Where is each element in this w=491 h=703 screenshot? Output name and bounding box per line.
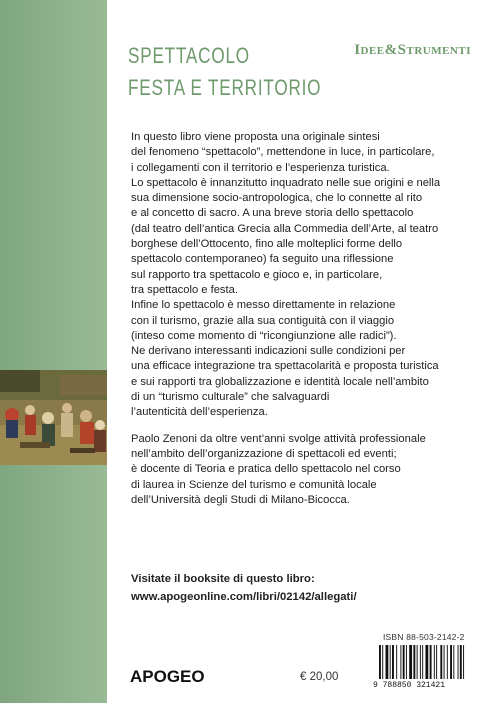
barcode-bar [447, 645, 448, 679]
barcode-bar [463, 645, 464, 679]
barcode-bar [450, 645, 452, 679]
barcode-bar [420, 645, 421, 679]
title-line-1: SPETTACOLO [128, 43, 250, 68]
barcode-bar [436, 645, 437, 679]
paragraph-1 [131, 130, 476, 421]
barcode-bar [403, 645, 405, 679]
barcode-image [371, 645, 475, 689]
barcode-bar [379, 645, 381, 679]
text-line: tra spettacolo e festa. [131, 283, 238, 296]
text-line: In questo libro viene proposta una originale sintesi [131, 131, 380, 143]
barcode-bar [413, 645, 415, 679]
title-line-2: FESTA E TERRITORIO [128, 75, 322, 100]
text-line: sua dimensione socio-antropologica, che lo connette al rito [131, 192, 423, 205]
publisher-logo: APOGEO [130, 667, 205, 686]
text-line: i collegamenti con il territorio e l’esperienza turistica. [131, 161, 390, 174]
back-cover-text [131, 130, 476, 508]
text-line: di un “turismo culturale” che salvaguardi [131, 391, 330, 404]
text-line: e al concetto di sacro. A una breve storia dello spettacolo [131, 207, 414, 220]
text-line: spettacolo contemporaneo) fa seguito una riflessione [131, 253, 394, 266]
barcode-bar [422, 645, 423, 679]
text-line: nell’ambito dell’organizzazione di spettacoli ed eventi; [131, 447, 397, 460]
text-line: con il turismo, grazie alla sua contiguità con il viaggio [131, 314, 395, 327]
barcode-bar [409, 645, 412, 679]
text-line: borghese dell’Ottocento, fino alle molteplici forme dello [131, 238, 403, 251]
text-line: del fenomeno “spettacolo”, mettendone in luce, in particolare, [131, 146, 435, 159]
text-line: e sui rapporti tra globalizzazione e identità locale nell’ambito [131, 375, 429, 388]
barcode-bar [386, 645, 389, 679]
text-line: Infine lo spettacolo è messo direttamente in relazione [131, 299, 396, 312]
text-line: Lo spettacolo è innanzitutto inquadrato nelle sue origini e nella [131, 176, 441, 189]
barcode-bar [440, 645, 442, 679]
text-line: di laurea in Scienze del turismo e comunità locale [131, 478, 377, 491]
barcode-bar [430, 645, 432, 679]
barcode-bar [458, 645, 459, 679]
barcode-bar [434, 645, 435, 679]
text-line: (inteso come momento di “ricongiunzione alle radici”). [131, 329, 397, 342]
booksite-url[interactable]: www.apogeonline.com/libri/02142/allegati/ [131, 591, 357, 603]
barcode-bar [400, 645, 401, 679]
barcode-bar [460, 645, 462, 679]
booksite-info [131, 570, 357, 606]
barcode-bar [392, 645, 394, 679]
barcode-bar [382, 645, 383, 679]
text-line: dell’Università degli Studi di Milano-Bicocca. [131, 493, 350, 506]
isbn-label: ISBN 88-503-2142-2 [383, 632, 465, 642]
barcode-bar [406, 645, 407, 679]
series-name: Idee&Strumenti [354, 42, 471, 58]
text-line: una efficace integrazione tra spettacolarità e proposta turistica [131, 360, 439, 373]
book-title [128, 40, 321, 104]
cover-painting-image [0, 370, 107, 465]
text-line: è docente di Teoria e pratica dello spettacolo nel corso [131, 463, 401, 476]
price-label: € 20,00 [300, 671, 339, 683]
barcode-bar [417, 645, 418, 679]
text-line: Ne derivano interessanti indicazioni sulle condizioni per [131, 345, 406, 358]
paragraph-gap [131, 421, 476, 432]
barcode-bar [396, 645, 397, 679]
text-line: Paolo Zenoni da oltre vent’anni svolge attività professionale [131, 432, 426, 445]
text-line: (dal teatro dell’antica Grecia alla Commedia dell’Arte, al teatro [131, 222, 439, 235]
barcode-bar [390, 645, 391, 679]
barcode-digits: 9 788850 321421 [373, 681, 446, 689]
text-line: sul rapporto tra spettacolo e gioco e, in particolare, [131, 268, 383, 281]
text-line: l’autenticità dell’esperienza. [131, 406, 268, 419]
barcode-bar [444, 645, 445, 679]
green-spine-band [0, 0, 107, 703]
paragraph-2-author-bio [131, 432, 476, 508]
booksite-label: Visitate il booksite di questo libro: [131, 573, 315, 585]
barcode-bar [425, 645, 428, 679]
barcode-bar [453, 645, 454, 679]
